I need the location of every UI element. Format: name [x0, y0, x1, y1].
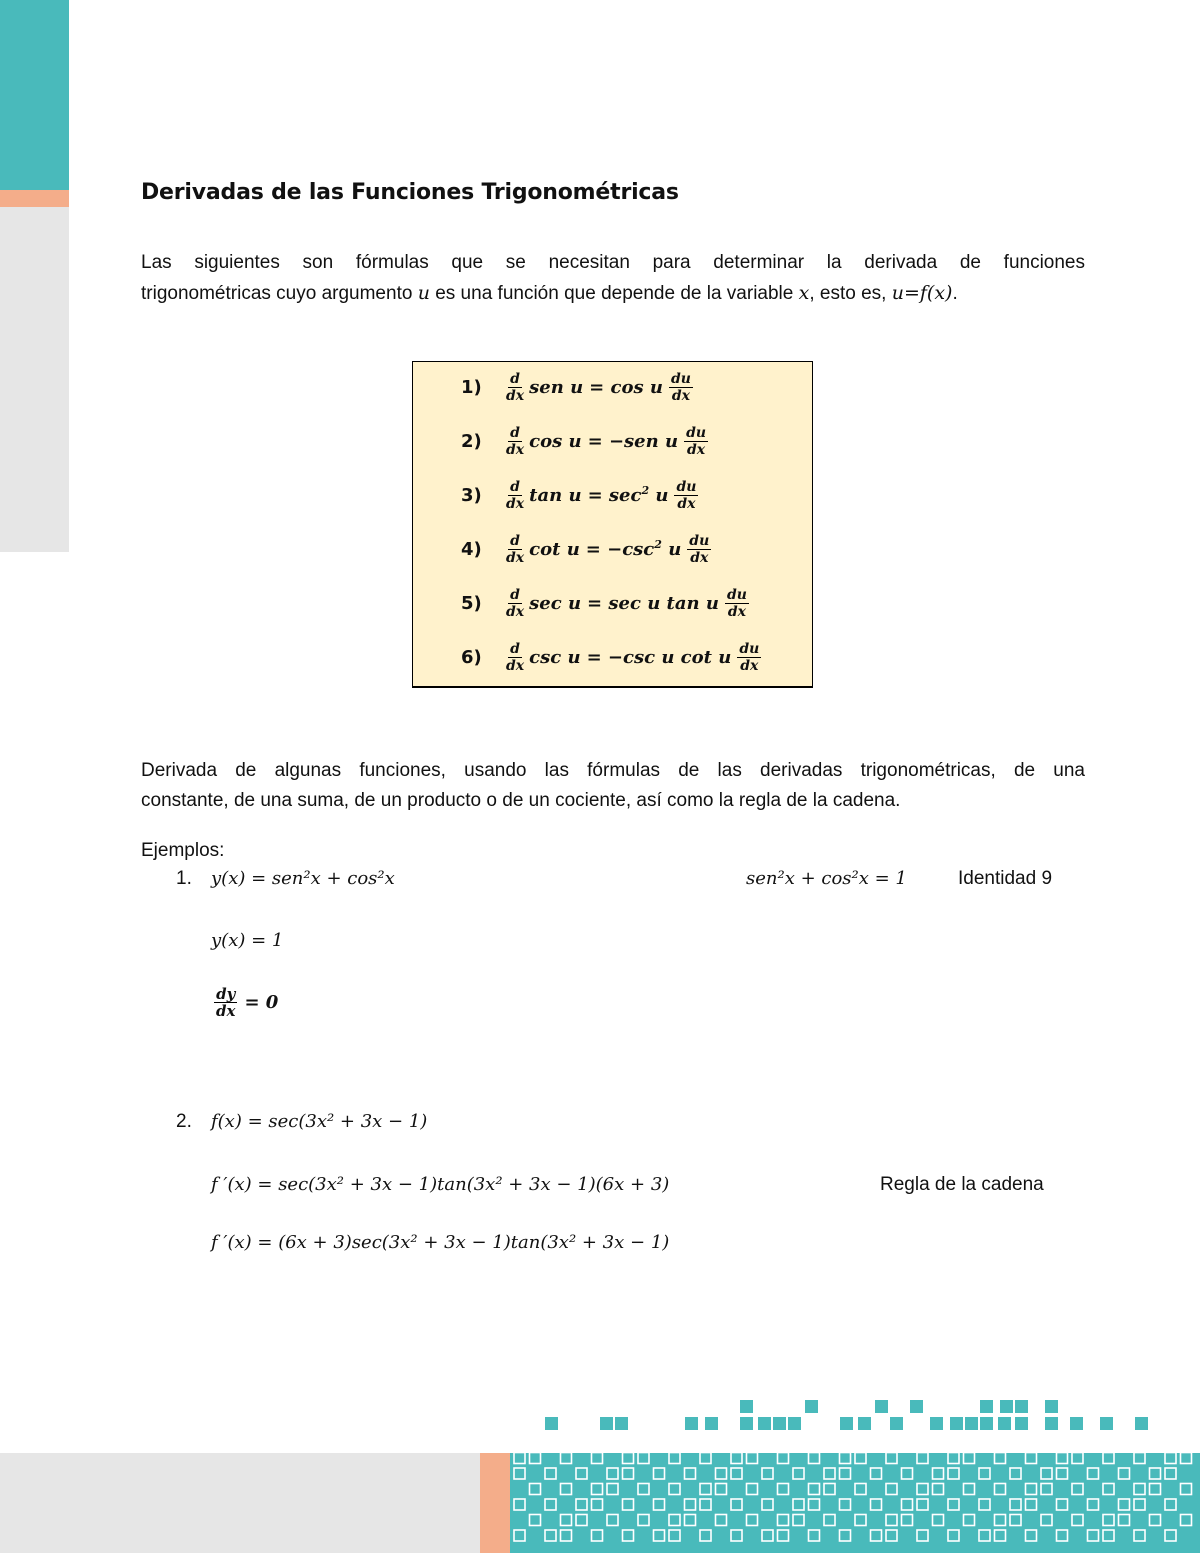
formula-row: 3) $\frac{d}{dx}$ tan u = $\sec^2 u$ $\frac{du}{dx}$ — [461, 478, 697, 512]
paragraph-two — [141, 756, 1085, 816]
formula-row: 4) $\frac{d}{dx}$ cot u = $-\csc^2$ u $\frac{du}{dx}$ — [461, 532, 710, 566]
formula-row: 2) $\frac{d}{dx}$ cos u = −sen u $\frac{du}{dx}$ — [461, 424, 707, 458]
left-teal-bar — [0, 0, 69, 190]
identity-label: Identidad 9 — [958, 868, 1053, 889]
formula-row: 5) $\frac{d}{dx}$ sec u = sec u tan u $\frac{du}{dx}$ — [461, 586, 747, 620]
intro-line-2: trigonométricas cuyo argumento u es una función que depende de la variable x, esto es, u=f(x). — [141, 282, 958, 304]
formula-row: 1) $\frac{d}{dx}$ sen u = cos u $\frac{du}{dx}$ — [461, 370, 691, 404]
intro-line-1: Las siguientes son fórmulas que se necesitan para determinar la derivada de funciones — [141, 252, 1085, 273]
example-2-number: 2. — [176, 1111, 192, 1132]
chain-rule-label: Regla de la cadena — [880, 1174, 1044, 1195]
example-2-derivative: f ′(x) = sec(3x² + 3x − 1)tan(3x² + 3x − 1)(6x + 3) — [211, 1174, 670, 1195]
formula-row: 6) $\frac{d}{dx}$ csc u = −csc u cot u $\frac{du}{dx}$ — [461, 640, 760, 674]
example-1-step-2: y(x) = 1 — [211, 930, 284, 951]
example-1-number: 1. — [176, 868, 192, 889]
example-1-equation: y(x) = sen²x + cos²x — [211, 868, 395, 889]
example-2-equation: f(x) = sec(3x² + 3x − 1) — [211, 1111, 428, 1132]
left-grey-bar — [0, 207, 69, 552]
footer-grey-band — [0, 1453, 480, 1553]
example-2-result: f ′(x) = (6x + 3)sec(3x² + 3x − 1)tan(3x² + 3x − 1) — [211, 1232, 670, 1253]
intro-paragraph — [141, 248, 1085, 309]
page-title: Derivadas de las Funciones Trigonométricas — [141, 180, 679, 205]
paragraph-two-line-1: Derivada de algunas funciones, usando las fórmulas de las derivadas trigonométricas, de una — [141, 760, 1085, 781]
identity-equation: sen²x + cos²x = 1 — [746, 868, 907, 889]
examples-label: Ejemplos: — [141, 840, 225, 861]
left-orange-strip — [0, 190, 69, 207]
footer-orange-band — [480, 1453, 510, 1553]
paragraph-two-line-2: constante, de una suma, de un producto o de un cociente, así como la regla de la cadena. — [141, 790, 901, 811]
example-1-step-3: $\frac{dy}{dx}$ = 0 — [216, 985, 279, 1020]
footer-pixel-pattern — [510, 1395, 1200, 1553]
formula-box — [412, 361, 813, 688]
